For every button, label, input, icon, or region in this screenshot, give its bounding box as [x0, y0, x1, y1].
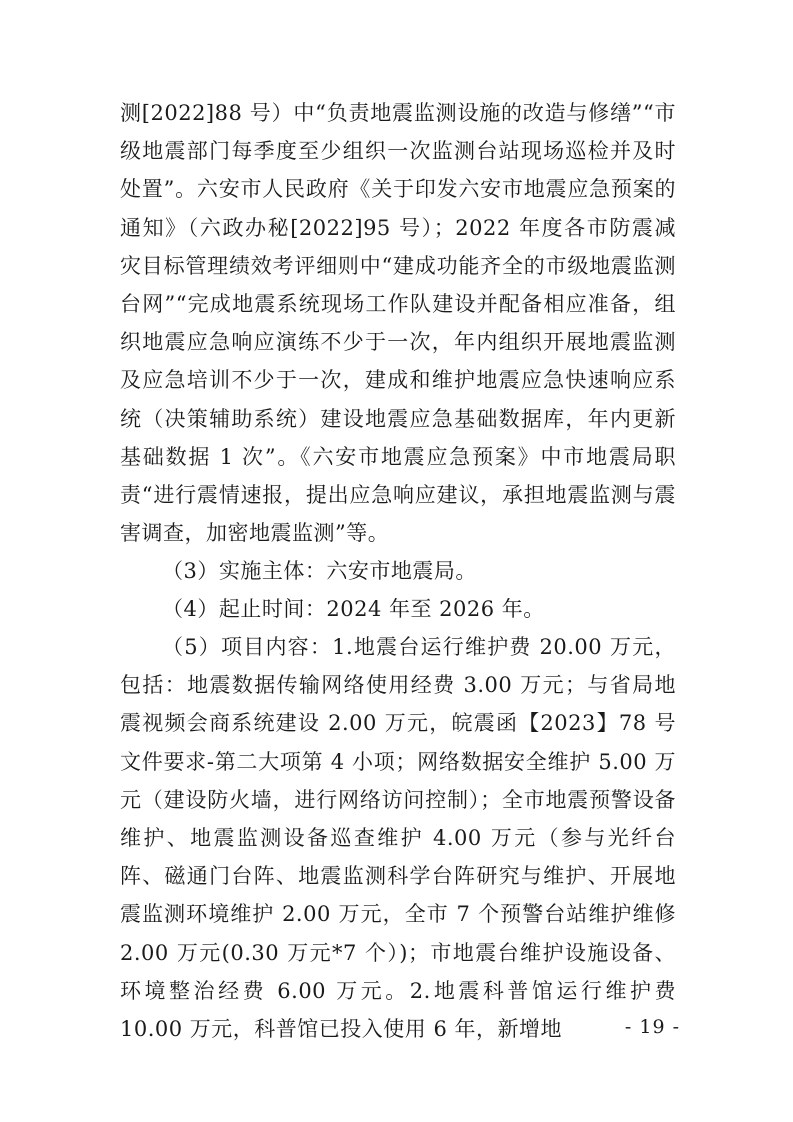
body-paragraph-continuation: 测[2022]88 号）中“负责地震监测设施的改造与修缮”“市级地震部门每季度至少组织一次监测台站现场巡检并及时处置”。六安市人民政府《关于印发六安市地震应急预案的通知》（六政办秘[2022]95 号）；2022 年度各市防震减灾目标管理绩效考评细则中“建成功能齐全的市级地震监测台网”“完成地震系统现场工作队建设并配备相应准备，组织地震应急响应演练不少于一次，年内组织开展地震监测及应急培训不少于一次，建成和维护地震应急快速响应系统（决策辅助系统）建设地震应急基础数据库，年内更新基础数据 1 次”。《六安市地震应急预案》中市地震局职责“进行震情速报，提出应急响应建议，承担地震监测与震害调查，加密地震监测”等。 — [120, 101, 676, 546]
body-paragraph-implementing-entity: （3）实施主体：六安市地震局。 — [162, 559, 477, 583]
body-paragraph-duration: （4）起止时间：2024 年至 2026 年。 — [162, 597, 545, 621]
body-paragraph-project-content: （5）项目内容：1.地震台运行维护费 20.00 万元，包括：地震数据传输网络使用经费 3.00 万元；与省局地震视频会商系统建设 2.00 万元，皖震函【2023】78 号文件要求-第二大项第 4 小项；网络数据安全维护 5.00 万元（建设防火墙，进行网络访问控制）；全市地震预警设备维护、地震监测设备巡查维护 4.00 万元（参与光纤台阵、磁通门台阵、地震监测科学台阵研究与维护、开展地震监测环境维护 2.00 万元，全市 7 个预警台站维护维修 2.00 万元(0.30 万元*7 个）)；市地震台维护设施设备、环境整治经费 6.00 万元。2.地震科普馆运行维护费 10.00 万元，科普馆已投入使用 6 年，新增地 — [120, 635, 676, 1042]
page-number: - 19 - — [624, 1016, 680, 1038]
